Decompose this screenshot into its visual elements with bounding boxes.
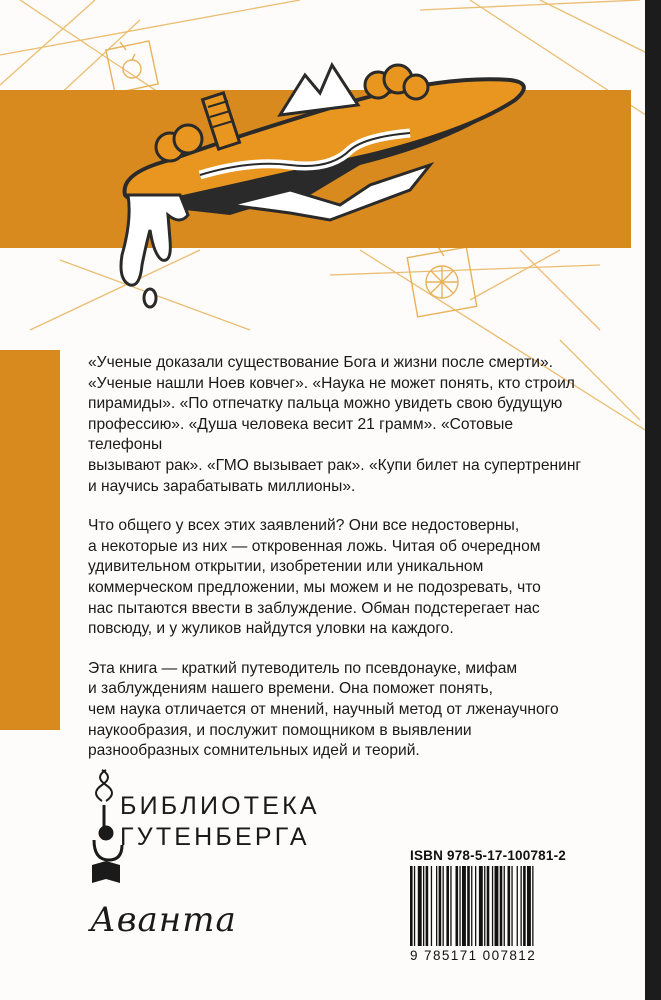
isbn-label: ISBN 978-5-17-100781-2 <box>410 848 566 863</box>
barcode-bar <box>500 866 503 946</box>
blurb-paragraph: Что общего у всех этих заявлений? Они все недостоверны, а некоторые из них — откровенная ложь. Читая об очередном удивительном открытии, изобретении или уникальном коммерческом предложении, мы можем и не подозревать, что нас пытаются ввести в заблуждение. Обман подстерегает нас повсюду, и у жуликов найдутся уловки на каждого. <box>88 517 541 638</box>
dna-icon <box>96 770 112 801</box>
barcode-bar <box>423 866 424 946</box>
barcode-bar <box>523 866 526 946</box>
barcode-bar <box>443 866 444 946</box>
barcode-bar <box>450 866 451 946</box>
barcode-bar <box>508 866 511 946</box>
publisher-logo: Аванта <box>90 900 237 940</box>
series-title <box>120 791 320 853</box>
barcode-bar <box>484 866 485 946</box>
series-title-line: БИБЛИОТЕКА <box>120 792 320 820</box>
barcode-bar <box>446 866 449 946</box>
barcode-bar <box>517 866 518 946</box>
microscope-icon <box>94 805 122 860</box>
series-title-line: ГУТЕНБЕРГА <box>120 823 310 851</box>
barcode-bar <box>410 866 413 946</box>
isbn-block <box>410 848 590 963</box>
barcode-bar <box>439 866 442 946</box>
barcode-bar <box>475 866 476 946</box>
barcode-bar <box>414 866 415 946</box>
orange-side-strip <box>0 350 60 730</box>
barcode-bar <box>456 866 459 946</box>
book-icon <box>92 861 120 883</box>
barcode-bar <box>511 866 512 946</box>
dark-edge <box>645 0 661 1000</box>
barcode-bar <box>479 866 483 946</box>
barcode-digits: 9 785171 007812 <box>410 948 537 963</box>
blurb-text <box>88 353 588 781</box>
barcode-bar <box>467 866 470 946</box>
barcode-bar <box>532 866 533 946</box>
barcode-bar <box>431 866 432 946</box>
floating-island-illustration <box>110 55 530 315</box>
barcode-bar <box>495 866 499 946</box>
barcode-bar <box>471 866 472 946</box>
barcode-bar <box>436 866 437 946</box>
blurb-paragraph: Эта книга — краткий путеводитель по псевдонауке, мифам и заблуждениям нашего времени. Она поможет понять, чем наука отличается от мнений, научный метод от лженаучного наукообразия, и послужит помощником в выявлении разнообразных сомнительных идей и теорий. <box>88 659 559 760</box>
barcode-bar <box>521 866 522 946</box>
barcode-bar <box>418 866 422 946</box>
barcode-bar <box>504 866 505 946</box>
blurb-paragraph: «Ученые доказали существование Бога и жизни после смерти». «Ученые нашли Ноев ковчег». «Наука не может понять, кто строил пирамиды». «По отпечатку пальца можно увидеть свою будущую профессию». «Душа человека весит 21 грамм». «Сотовые телефоны вызывают рак». «ГМО вызывает рак». «Купи билет на супертренинг и научись зарабатывать миллионы». <box>88 354 582 495</box>
barcode-bar <box>487 866 490 946</box>
barcode <box>410 866 588 946</box>
barcode-bar <box>527 866 531 946</box>
barcode-bar <box>426 866 429 946</box>
barcode-bar <box>462 866 466 946</box>
barcode-bar <box>459 866 460 946</box>
barcode-bar <box>492 866 493 946</box>
